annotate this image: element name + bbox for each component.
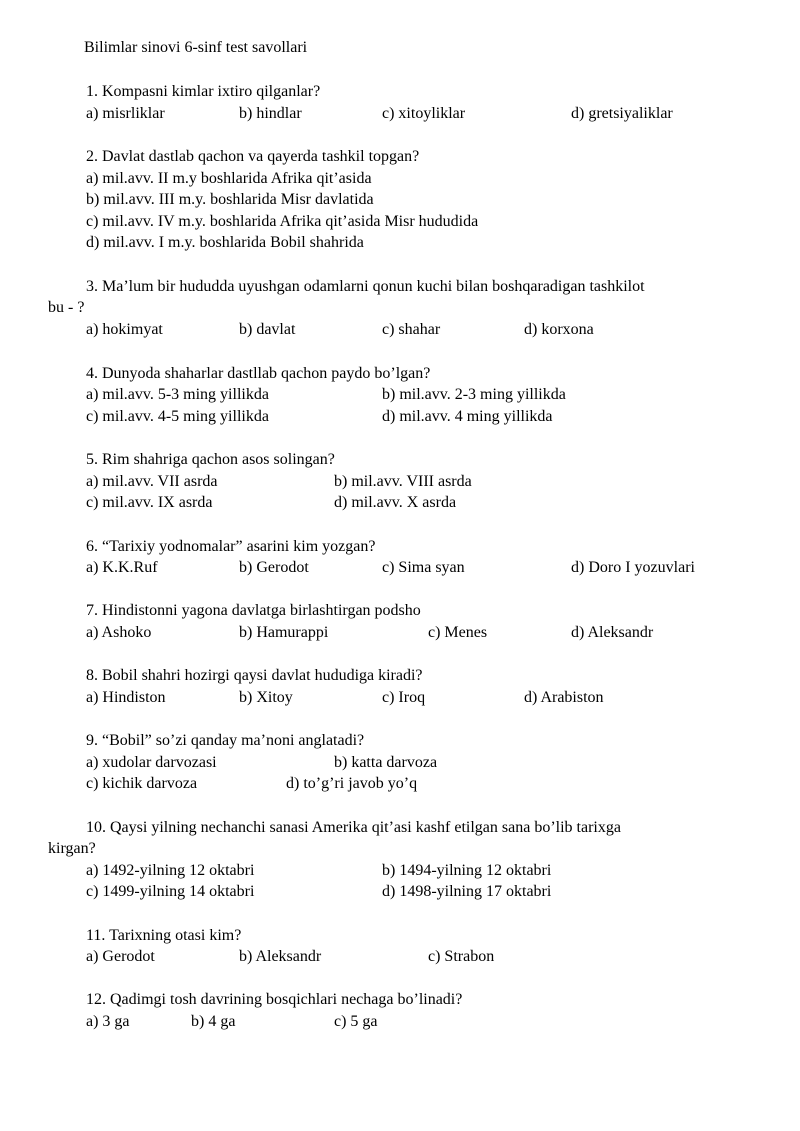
answer-option: d) 1498-yilning 17 oktabri	[382, 883, 552, 900]
answer-option: d) korxona	[524, 321, 594, 338]
answer-option: c) Iroq	[382, 689, 426, 706]
answer-option: c) 1499-yilning 14 oktabri	[86, 883, 255, 900]
question-3-continued: bu - ?	[48, 299, 85, 316]
answer-option: a) 1492-yilning 12 oktabri	[86, 862, 255, 879]
answer-option: c) 5 ga	[334, 1013, 378, 1030]
answer-option: c) kichik darvoza	[86, 775, 198, 792]
answer-option: b) mil.avv. VIII asrda	[334, 473, 472, 490]
answer-option: a) xudolar darvozasi	[86, 754, 217, 771]
answer-option: c) Menes	[428, 624, 488, 641]
answer-option: d) Arabiston	[524, 689, 604, 706]
answer-option: a) misrliklar	[86, 105, 165, 122]
question-10: 10. Qaysi yilning nechanchi sanasi Amerika qit’asi kashf etilgan sana bo’lib tarixga	[86, 819, 621, 836]
answer-option: b) Hamurappi	[239, 624, 329, 641]
answer-option: c) Strabon	[428, 948, 495, 965]
answer-option: d) mil.avv. X asrda	[334, 494, 457, 511]
answer-option: c) Sima syan	[382, 559, 465, 576]
answer-option: a) mil.avv. 5-3 ming yillikda	[86, 386, 269, 403]
answer-option: b) 4 ga	[191, 1013, 236, 1030]
answer-option: d) to’g’ri javob yo’q	[286, 775, 418, 792]
page-title: Bilimlar sinovi 6-sinf test savollari	[84, 39, 308, 56]
question-10-continued: kirgan?	[48, 840, 96, 857]
answer-option: d) Doro I yozuvlari	[571, 559, 695, 576]
question-4: 4. Dunyoda shaharlar dastllab qachon paydo bo’lgan?	[86, 365, 431, 382]
answer-option: c) mil.avv. IX asrda	[86, 494, 213, 511]
answer-option: b) davlat	[239, 321, 296, 338]
answer-option: d) mil.avv. I m.y. boshlarida Bobil shahrida	[86, 234, 364, 251]
question-1: 1. Kompasni kimlar ixtiro qilganlar?	[86, 83, 321, 100]
question-11: 11. Tarixning otasi kim?	[86, 927, 242, 944]
answer-option: b) Xitoy	[239, 689, 293, 706]
answer-option: c) xitoyliklar	[382, 105, 466, 122]
answer-option: a) Ashoko	[86, 624, 152, 641]
question-8: 8. Bobil shahri hozirgi qaysi davlat hududiga kiradi?	[86, 667, 423, 684]
question-7: 7. Hindistonni yagona davlatga birlashtirgan podsho	[86, 602, 421, 619]
answer-option: a) hokimyat	[86, 321, 163, 338]
question-6: 6. “Tarixiy yodnomalar” asarini kim yozgan?	[86, 538, 376, 555]
answer-option: d) mil.avv. 4 ming yillikda	[382, 408, 553, 425]
answer-option: a) 3 ga	[86, 1013, 130, 1030]
answer-option: c) shahar	[382, 321, 441, 338]
answer-option: d) Aleksandr	[571, 624, 654, 641]
question-9: 9. “Bobil” so’zi qanday ma’noni anglatadi?	[86, 732, 365, 749]
answer-option: d) gretsiyaliklar	[571, 105, 673, 122]
answer-option: a) mil.avv. VII asrda	[86, 473, 218, 490]
answer-option: a) K.K.Ruf	[86, 559, 158, 576]
question-5: 5. Rim shahriga qachon asos solingan?	[86, 451, 335, 468]
answer-option: b) mil.avv. III m.y. boshlarida Misr davlatida	[86, 191, 374, 208]
question-3: 3. Ma’lum bir hududda uyushgan odamlarni qonun kuchi bilan boshqaradigan tashkilot	[86, 278, 645, 295]
answer-option: b) hindlar	[239, 105, 302, 122]
answer-option: b) mil.avv. 2-3 ming yillikda	[382, 386, 566, 403]
answer-option: c) mil.avv. 4-5 ming yillikda	[86, 408, 269, 425]
answer-option: a) Hindiston	[86, 689, 166, 706]
answer-option: c) mil.avv. IV m.y. boshlarida Afrika qit’asida Misr hududida	[86, 213, 479, 230]
question-2: 2. Davlat dastlab qachon va qayerda tashkil topgan?	[86, 148, 420, 165]
question-12: 12. Qadimgi tosh davrining bosqichlari nechaga bo’linadi?	[86, 991, 463, 1008]
answer-option: b) katta darvoza	[334, 754, 438, 771]
answer-option: a) mil.avv. II m.y boshlarida Afrika qit’asida	[86, 170, 372, 187]
answer-option: b) Gerodot	[239, 559, 309, 576]
answer-option: b) 1494-yilning 12 oktabri	[382, 862, 552, 879]
answer-option: a) Gerodot	[86, 948, 155, 965]
answer-option: b) Aleksandr	[239, 948, 322, 965]
